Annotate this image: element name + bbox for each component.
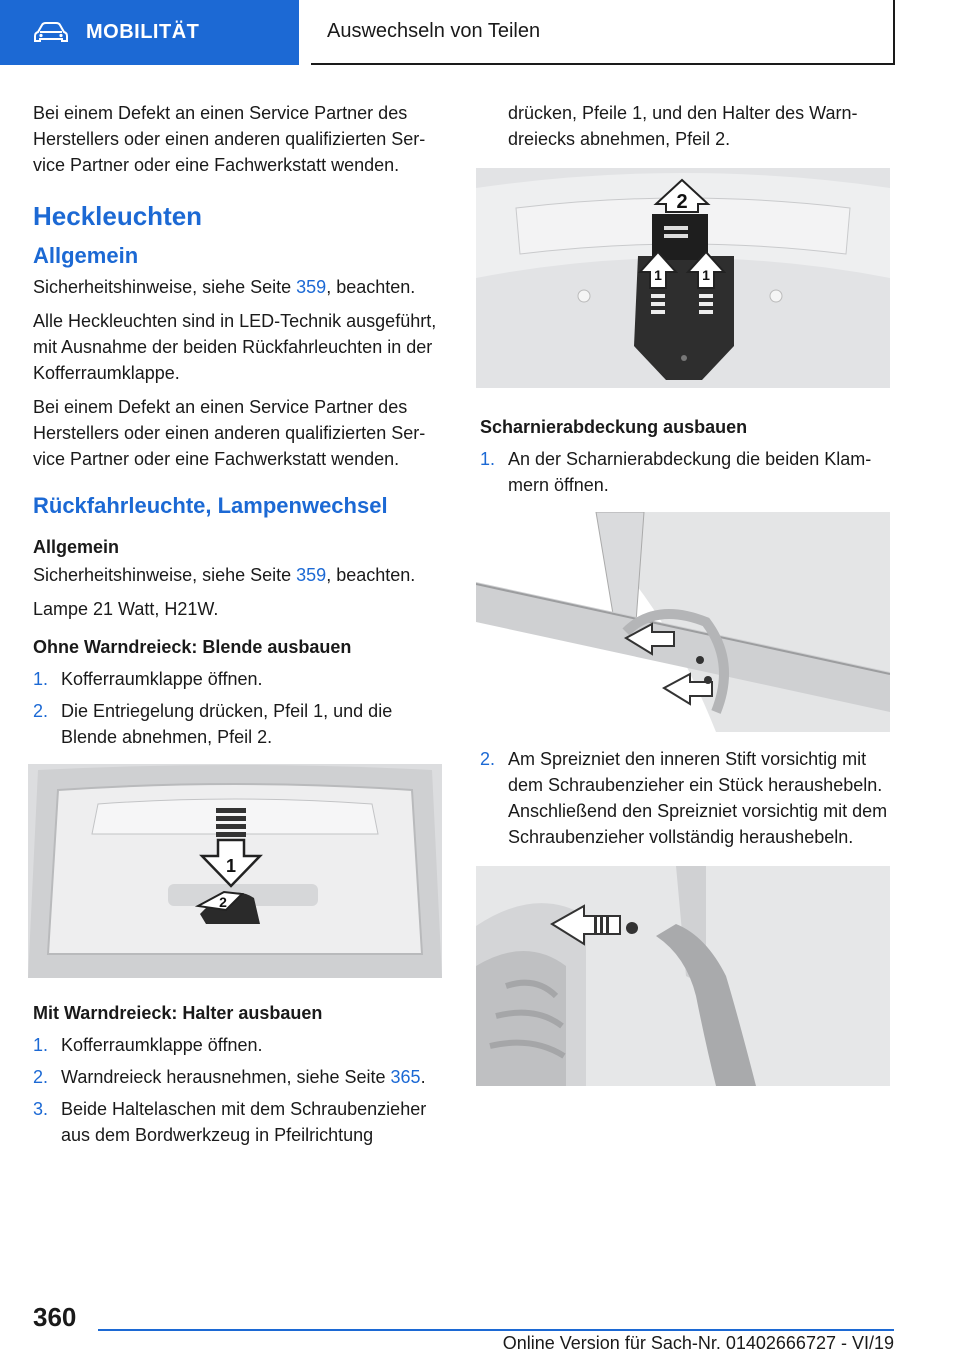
list-item: 2. Die Entriegelung drücken, Pfeil 1, und die Blende abnehmen, Pfeil 2. bbox=[33, 701, 393, 747]
list-item: 1. Kofferraumklappe öffnen. bbox=[33, 669, 263, 689]
paragraph-defekt-1: Bei einem Defekt an einen Service Partner des Herstellers oder einen anderen qualifizierten Service Partner oder eine Fachwerkstatt wenden. bbox=[33, 103, 426, 175]
paragraph-defekt-2: Bei einem Defekt an einen Service Partner des Herstellers oder einen anderen qualifizierten Service Partner oder eine Fachwerkstatt wenden. bbox=[33, 397, 426, 469]
arrow-label-1: 1 bbox=[225, 856, 237, 876]
page-link-359[interactable]: 359 bbox=[296, 277, 327, 297]
heading-allgemein-2: Allgemein bbox=[33, 537, 120, 557]
heading-mit-warndreieck: Mit Warndreieck: Halter ausbauen bbox=[33, 1003, 323, 1023]
chapter-title: Auswechseln von Teilen bbox=[327, 20, 541, 42]
page-link-365[interactable]: 365 bbox=[390, 1067, 421, 1087]
heading-scharnierabdeckung: Scharnierabdeckung ausbauen bbox=[480, 417, 748, 437]
arrow-label-2: 2 bbox=[219, 894, 227, 910]
steps-scharnierabdeckung bbox=[480, 446, 894, 498]
heading-rueckfahrleuchte: Rückfahrleuchte, Lampenwechsel bbox=[33, 493, 388, 518]
heading-heckleuchten: Heckleuchten bbox=[33, 201, 203, 231]
steps-ohne-warndreieck bbox=[33, 666, 447, 750]
arrow-label-2: 2 bbox=[676, 191, 688, 213]
list-item: 2. Am Spreizniet den inneren Stift vorsichtig mit dem Schraubenzieher ein Stück heraushebeln. Anschließend den Spreizniet vorsichtig mit dem Schraubenzieher vollständig heraushebeln. bbox=[480, 749, 888, 847]
list-item: 3. Beide Haltelaschen mit dem Schraubenzieher aus dem Bordwerkzeug in Pfeilrichtung bbox=[33, 1099, 427, 1145]
footer-divider bbox=[98, 1329, 894, 1331]
left-column bbox=[33, 100, 447, 1156]
arrow-label-1-right: 1 bbox=[702, 267, 710, 283]
figure-spreizniet bbox=[476, 866, 890, 1086]
list-item: 1. Kofferraumklappe öffnen. bbox=[33, 1035, 263, 1055]
figure-trunk-blende bbox=[28, 764, 442, 978]
safety-note-1: Sicherheitshinweise, siehe Seite 359, beachten. bbox=[33, 277, 416, 297]
list-item: 1. An der Scharnierabdeckung die beiden Klammern öffnen. bbox=[480, 449, 872, 495]
steps-scharnierabdeckung-2 bbox=[480, 746, 894, 850]
figure-scharnier-klammern bbox=[476, 512, 890, 732]
heading-ohne-warndreieck: Ohne Warndreieck: Blende ausbauen bbox=[33, 637, 352, 657]
heading-allgemein: Allgemein bbox=[33, 243, 139, 268]
steps-mit-warndreieck bbox=[33, 1032, 447, 1148]
page-number: 360 bbox=[33, 1302, 77, 1332]
figure-warndreieck-halter bbox=[476, 168, 890, 388]
footer-version: Online Version für Sach-Nr. 01402666727 - VI/19 bbox=[502, 1333, 894, 1353]
section-title: MOBILITÄT bbox=[86, 21, 200, 43]
paragraph-continued: drücken, Pfeile 1, und den Halter des Warndreiecks abnehmen, Pfeil 2. bbox=[508, 103, 858, 149]
right-column bbox=[480, 100, 894, 1100]
section-tab[interactable] bbox=[0, 0, 299, 65]
paragraph-lampe: Lampe 21 Watt, H21W. bbox=[33, 599, 219, 619]
car-icon bbox=[34, 22, 68, 44]
chapter-header bbox=[311, 0, 895, 65]
safety-note-2: Sicherheitshinweise, siehe Seite 359, beachten. bbox=[33, 565, 416, 585]
list-item: 2. Warndreieck herausnehmen, siehe Seite 365. bbox=[33, 1067, 426, 1087]
page-link-359-2[interactable]: 359 bbox=[296, 565, 327, 585]
paragraph-led: Alle Heckleuchten sind in LED-Technik ausgeführt, mit Ausnahme der beiden Rückfahrleuchten in der Kofferraumklappe. bbox=[33, 311, 437, 383]
arrow-label-1-left: 1 bbox=[654, 267, 662, 283]
